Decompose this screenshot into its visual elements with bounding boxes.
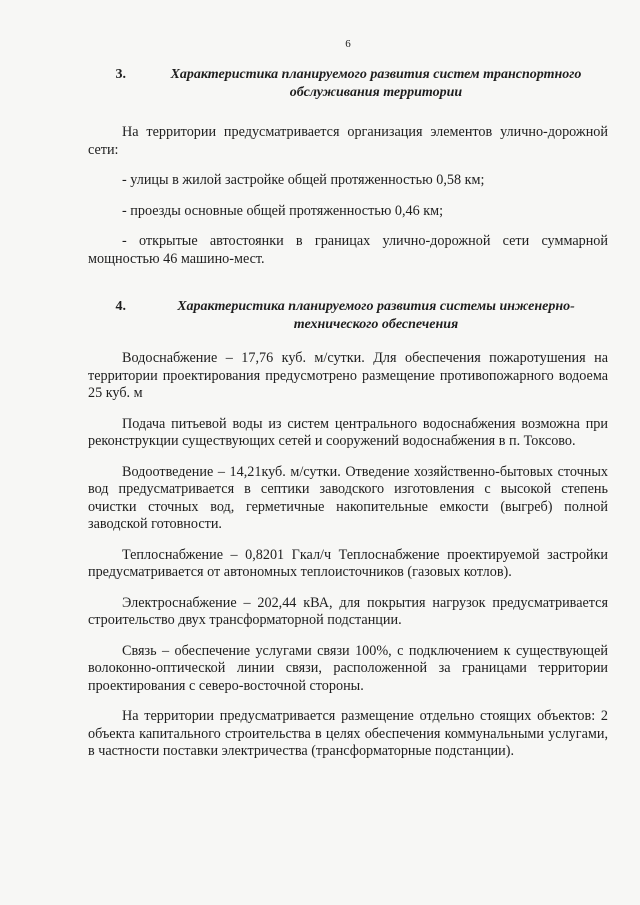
paragraph-power-supply: Электроснабжение – 202,44 кВА, для покрытия нагрузок предусматривается строительство двух трансформаторной подстанции.: [88, 594, 608, 628]
paragraph: На территории предусматривается организация элементов улично-дорожной сети:: [88, 124, 608, 158]
section-heading: [88, 66, 608, 102]
paragraph-heat-supply: Теплоснабжение – 0,8201 Гкал/ч Теплоснабжение проектируемой застройки предусматривается от автономных теплоисточников (газовых котлов).: [88, 546, 608, 580]
section-number: 4.: [115, 299, 126, 314]
paragraph-sewerage: Водоотведение – 14,21куб. м/сутки. Отведение хозяйственно-бытовых сточных вод предусматривается в септики заводского изготовления с высокой степень очистки сточных вод, герметичные накопительные емкости (выгреб) полной заводской готовности.: [88, 463, 608, 532]
list-item: - улицы в жилой застройке общей протяженностью 0,58 км;: [122, 172, 485, 188]
paragraph-communications: Связь – обеспечение услугами связи 100%, с подключением к существующей волоконно-оптической линии связи, расположенной за границами территории проектирования с северо-восточной стороны.: [88, 642, 608, 694]
section-title: Характеристика планируемого развития системы инженерно-технического обеспечения: [177, 299, 575, 332]
section-transport: [88, 66, 608, 268]
section-number: 3.: [115, 67, 126, 82]
page-number: 6: [345, 38, 351, 50]
list-item: - открытые автостоянки в границах улично-дорожной сети суммарной мощностью 46 машино-мест.: [88, 233, 608, 267]
section-engineering: [88, 298, 608, 761]
paragraph-facilities: На территории предусматривается размещение отдельно стоящих объектов: 2 объекта капитального строительства в целях обеспечения коммунальными услугами, в частности поставки электричества (трансформаторные подстанции).: [88, 708, 608, 759]
section-heading: [88, 298, 608, 334]
list-item: - проезды основные общей протяженностью 0,46 км;: [122, 202, 444, 219]
paragraph-water-supply: Водоснабжение – 17,76 куб. м/сутки. Для обеспечения пожаротушения на территории проектирования предусмотрено размещение противопожарного водоема 25 куб. м: [88, 350, 608, 401]
paragraph-drinking-water: Подача питьевой воды из систем центрального водоснабжения возможна при реконструкции существующих сетей и сооружений водоснабжения в п. Токсово.: [88, 415, 608, 449]
section-title: Характеристика планируемого развития систем транспортного обслуживания территории: [170, 67, 582, 100]
